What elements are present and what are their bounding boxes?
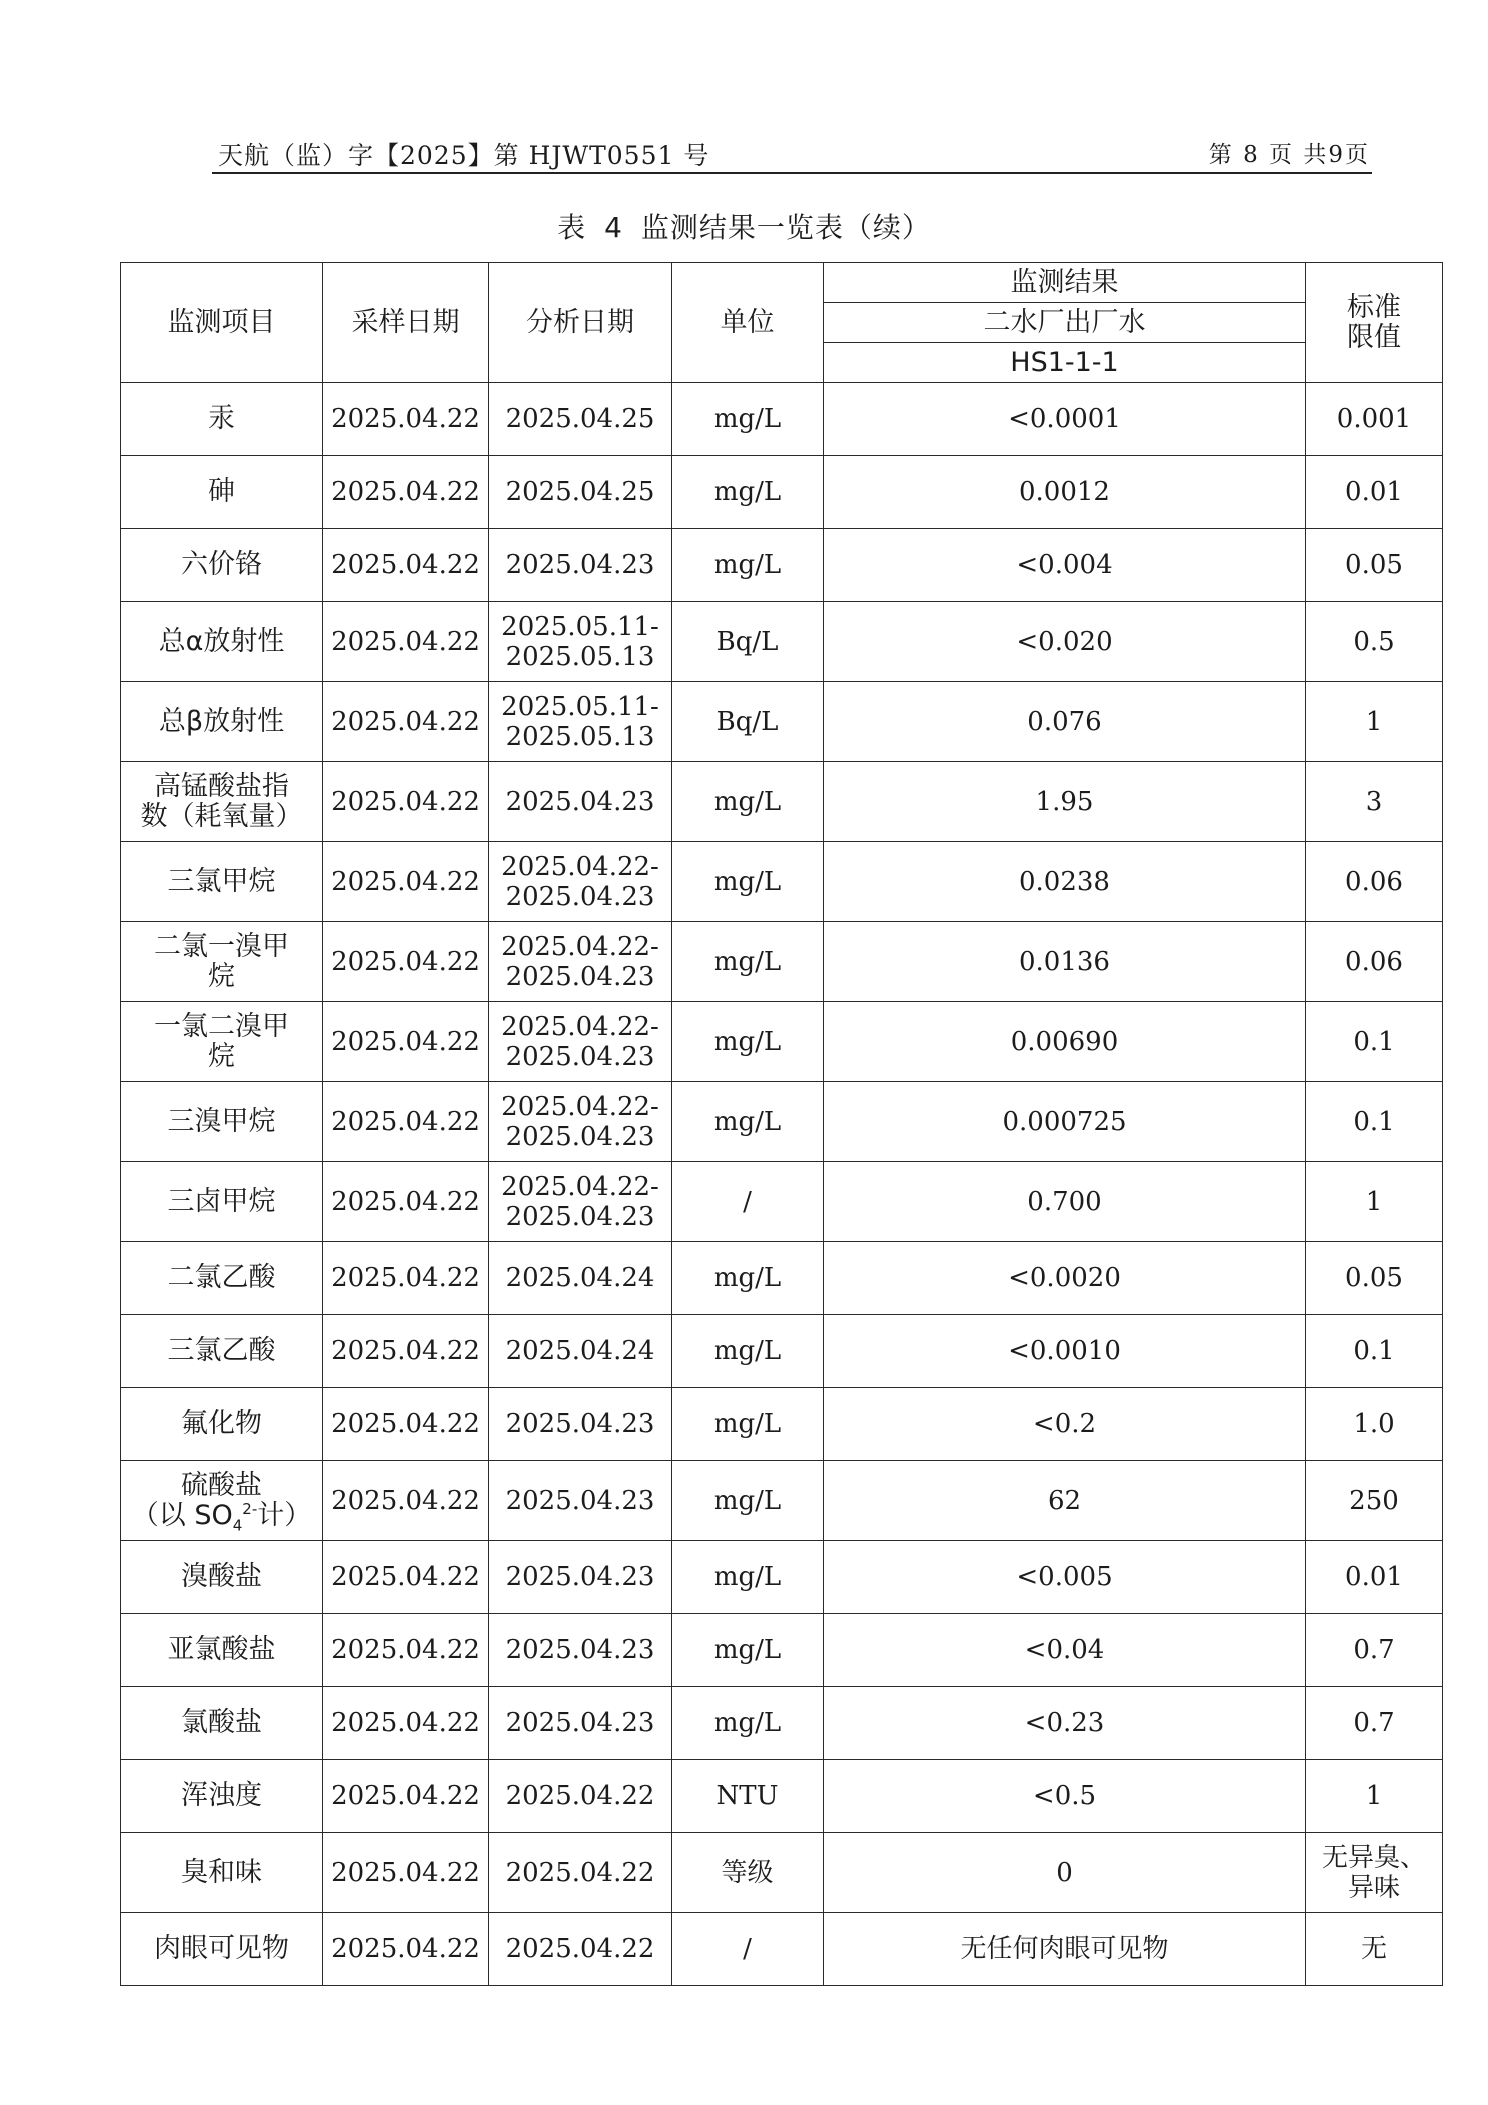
cell-result: <0.23 xyxy=(824,1687,1306,1760)
cell-result: <0.2 xyxy=(824,1388,1306,1461)
cell-sample-date: 2025.04.22 xyxy=(323,762,489,842)
cell-analysis-date: 2025.04.23 xyxy=(489,1687,672,1760)
cell-unit: mg/L xyxy=(672,383,824,456)
cell-unit: Bq/L xyxy=(672,682,824,762)
cell-result: <0.04 xyxy=(824,1614,1306,1687)
table-row xyxy=(121,602,1443,682)
cell-analysis-date: 2025.04.23 xyxy=(489,1541,672,1614)
table-row xyxy=(121,922,1443,1002)
cell-item: 三卤甲烷 xyxy=(121,1162,323,1242)
table-row xyxy=(121,456,1443,529)
table-row xyxy=(121,529,1443,602)
table-row xyxy=(121,1388,1443,1461)
cell-limit: 0.05 xyxy=(1306,529,1443,602)
cell-item: 砷 xyxy=(121,456,323,529)
cell-limit: 无 xyxy=(1306,1913,1443,1986)
cell-sample-date: 2025.04.22 xyxy=(323,842,489,922)
cell-item: 一氯二溴甲 烷 xyxy=(121,1002,323,1082)
cell-limit: 0.06 xyxy=(1306,922,1443,1002)
cell-unit: mg/L xyxy=(672,1614,824,1687)
cell-item: 二氯一溴甲 烷 xyxy=(121,922,323,1002)
cell-item: 总β放射性 xyxy=(121,682,323,762)
table-row xyxy=(121,1614,1443,1687)
cell-analysis-date: 2025.04.23 xyxy=(489,1614,672,1687)
cell-sample-date: 2025.04.22 xyxy=(323,1833,489,1913)
cell-sample-date: 2025.04.22 xyxy=(323,456,489,529)
cell-limit: 0.1 xyxy=(1306,1315,1443,1388)
cell-unit: mg/L xyxy=(672,762,824,842)
cell-limit: 0.01 xyxy=(1306,1541,1443,1614)
cell-unit: 等级 xyxy=(672,1833,824,1913)
cell-analysis-date: 2025.04.22- 2025.04.23 xyxy=(489,842,672,922)
cell-result: 0.0012 xyxy=(824,456,1306,529)
cell-sample-date: 2025.04.22 xyxy=(323,383,489,456)
cell-limit: 0.7 xyxy=(1306,1614,1443,1687)
cell-result: <0.004 xyxy=(824,529,1306,602)
cell-result: 0.00690 xyxy=(824,1002,1306,1082)
cell-limit: 1 xyxy=(1306,682,1443,762)
cell-sample-date: 2025.04.22 xyxy=(323,1242,489,1315)
table-row xyxy=(121,1833,1443,1913)
table-row xyxy=(121,383,1443,456)
table-row xyxy=(121,1760,1443,1833)
cell-item: 溴酸盐 xyxy=(121,1541,323,1614)
cell-unit: mg/L xyxy=(672,1541,824,1614)
cell-analysis-date: 2025.04.22 xyxy=(489,1833,672,1913)
table-row xyxy=(121,682,1443,762)
cell-result: 0.700 xyxy=(824,1162,1306,1242)
cell-result: <0.0001 xyxy=(824,383,1306,456)
cell-item: 肉眼可见物 xyxy=(121,1913,323,1986)
table-row xyxy=(121,1242,1443,1315)
table-row xyxy=(121,1913,1443,1986)
cell-sample-date: 2025.04.22 xyxy=(323,1913,489,1986)
cell-item: 二氯乙酸 xyxy=(121,1242,323,1315)
cell-unit: mg/L xyxy=(672,1082,824,1162)
cell-analysis-date: 2025.04.23 xyxy=(489,529,672,602)
caption-title: 监测结果一览表（续） xyxy=(640,211,931,244)
cell-result: 1.95 xyxy=(824,762,1306,842)
cell-limit: 无异臭、 异味 xyxy=(1306,1833,1443,1913)
cell-sample-date: 2025.04.22 xyxy=(323,1461,489,1541)
cell-limit: 1 xyxy=(1306,1162,1443,1242)
table-row xyxy=(121,1002,1443,1082)
col-header-item: 监测项目 xyxy=(121,263,323,383)
cell-sample-date: 2025.04.22 xyxy=(323,1315,489,1388)
item-note: （以 $SO_4^{2-}$计） xyxy=(131,1499,312,1534)
cell-limit: 3 xyxy=(1306,762,1443,842)
cell-sample-date: 2025.04.22 xyxy=(323,1541,489,1614)
cell-limit: 0.1 xyxy=(1306,1082,1443,1162)
col-header-site: 二水厂出厂水 xyxy=(824,303,1306,343)
cell-item xyxy=(121,1461,323,1541)
cell-sample-date: 2025.04.22 xyxy=(323,682,489,762)
cell-analysis-date: 2025.04.22 xyxy=(489,1760,672,1833)
cell-unit: Bq/L xyxy=(672,602,824,682)
cell-result: 无任何肉眼可见物 xyxy=(824,1913,1306,1986)
cell-unit: mg/L xyxy=(672,1388,824,1461)
cell-unit: mg/L xyxy=(672,842,824,922)
cell-limit: 0.06 xyxy=(1306,842,1443,922)
cell-result: <0.020 xyxy=(824,602,1306,682)
col-header-sample-code: HS1-1-1 xyxy=(824,343,1306,383)
cell-sample-date: 2025.04.22 xyxy=(323,1614,489,1687)
results-table xyxy=(120,262,1443,1986)
cell-analysis-date: 2025.04.22- 2025.04.23 xyxy=(489,922,672,1002)
cell-result: <0.0010 xyxy=(824,1315,1306,1388)
cell-result: <0.005 xyxy=(824,1541,1306,1614)
cell-analysis-date: 2025.04.25 xyxy=(489,383,672,456)
cell-item: 总α放射性 xyxy=(121,602,323,682)
cell-limit: 1.0 xyxy=(1306,1388,1443,1461)
cell-unit: mg/L xyxy=(672,1002,824,1082)
cell-result: 0.0136 xyxy=(824,922,1306,1002)
cell-item: 三氯乙酸 xyxy=(121,1315,323,1388)
cell-unit: mg/L xyxy=(672,529,824,602)
cell-analysis-date: 2025.04.23 xyxy=(489,1388,672,1461)
caption-prefix: 表 xyxy=(557,211,587,244)
cell-analysis-date: 2025.04.22- 2025.04.23 xyxy=(489,1002,672,1082)
cell-item: 高锰酸盐指 数（耗氧量） xyxy=(121,762,323,842)
cell-unit: mg/L xyxy=(672,1687,824,1760)
table-row xyxy=(121,1461,1443,1541)
cell-analysis-date: 2025.04.25 xyxy=(489,456,672,529)
cell-limit: 0.001 xyxy=(1306,383,1443,456)
cell-item: 氟化物 xyxy=(121,1388,323,1461)
cell-result: 0.076 xyxy=(824,682,1306,762)
cell-sample-date: 2025.04.22 xyxy=(323,1760,489,1833)
cell-limit: 0.7 xyxy=(1306,1687,1443,1760)
table-row xyxy=(121,1541,1443,1614)
col-header-analysis-date: 分析日期 xyxy=(489,263,672,383)
cell-unit: NTU xyxy=(672,1760,824,1833)
cell-result: 0.000725 xyxy=(824,1082,1306,1162)
table-row xyxy=(121,762,1443,842)
table-caption xyxy=(0,206,1488,246)
cell-result: 0 xyxy=(824,1833,1306,1913)
cell-result: <0.0020 xyxy=(824,1242,1306,1315)
document-number: 天航（监）字【2025】第 HJWT0551 号 xyxy=(218,141,710,170)
cell-item: 六价铬 xyxy=(121,529,323,602)
cell-item: 汞 xyxy=(121,383,323,456)
cell-unit: mg/L xyxy=(672,1242,824,1315)
cell-sample-date: 2025.04.22 xyxy=(323,1687,489,1760)
cell-sample-date: 2025.04.22 xyxy=(323,1162,489,1242)
cell-analysis-date: 2025.04.22- 2025.04.23 xyxy=(489,1082,672,1162)
cell-unit: mg/L xyxy=(672,1315,824,1388)
cell-item: 浑浊度 xyxy=(121,1760,323,1833)
cell-unit: mg/L xyxy=(672,922,824,1002)
cell-analysis-date: 2025.05.11- 2025.05.13 xyxy=(489,682,672,762)
cell-item: 亚氯酸盐 xyxy=(121,1614,323,1687)
cell-limit: 0.05 xyxy=(1306,1242,1443,1315)
cell-limit: 1 xyxy=(1306,1760,1443,1833)
table-row xyxy=(121,1082,1443,1162)
col-header-limit: 标准 限值 xyxy=(1306,263,1443,383)
col-header-result-group: 监测结果 xyxy=(824,263,1306,303)
cell-item: 氯酸盐 xyxy=(121,1687,323,1760)
cell-sample-date: 2025.04.22 xyxy=(323,1082,489,1162)
col-header-unit: 单位 xyxy=(672,263,824,383)
header-divider xyxy=(212,172,1372,174)
cell-sample-date: 2025.04.22 xyxy=(323,922,489,1002)
cell-unit: mg/L xyxy=(672,1461,824,1541)
cell-result: <0.5 xyxy=(824,1760,1306,1833)
cell-sample-date: 2025.04.22 xyxy=(323,602,489,682)
cell-item: 三溴甲烷 xyxy=(121,1082,323,1162)
cell-unit: / xyxy=(672,1162,824,1242)
item-name: 硫酸盐 xyxy=(181,1469,262,1501)
caption-number: 4 xyxy=(604,211,623,244)
table-row xyxy=(121,1687,1443,1760)
cell-analysis-date: 2025.04.24 xyxy=(489,1315,672,1388)
cell-analysis-date: 2025.04.22- 2025.04.23 xyxy=(489,1162,672,1242)
cell-item: 臭和味 xyxy=(121,1833,323,1913)
table-row xyxy=(121,1315,1443,1388)
cell-analysis-date: 2025.04.24 xyxy=(489,1242,672,1315)
cell-item: 三氯甲烷 xyxy=(121,842,323,922)
cell-analysis-date: 2025.04.23 xyxy=(489,762,672,842)
cell-limit: 0.01 xyxy=(1306,456,1443,529)
col-header-sample-date: 采样日期 xyxy=(323,263,489,383)
cell-result: 62 xyxy=(824,1461,1306,1541)
page-indicator: 第 8 页 共9页 xyxy=(1208,142,1370,168)
table-row xyxy=(121,1162,1443,1242)
cell-sample-date: 2025.04.22 xyxy=(323,529,489,602)
cell-limit: 250 xyxy=(1306,1461,1443,1541)
cell-limit: 0.5 xyxy=(1306,602,1443,682)
cell-sample-date: 2025.04.22 xyxy=(323,1388,489,1461)
cell-result: 0.0238 xyxy=(824,842,1306,922)
cell-unit: mg/L xyxy=(672,456,824,529)
cell-unit: / xyxy=(672,1913,824,1986)
table-row xyxy=(121,842,1443,922)
cell-analysis-date: 2025.05.11- 2025.05.13 xyxy=(489,602,672,682)
cell-analysis-date: 2025.04.22 xyxy=(489,1913,672,1986)
cell-sample-date: 2025.04.22 xyxy=(323,1002,489,1082)
cell-limit: 0.1 xyxy=(1306,1002,1443,1082)
cell-analysis-date: 2025.04.23 xyxy=(489,1461,672,1541)
